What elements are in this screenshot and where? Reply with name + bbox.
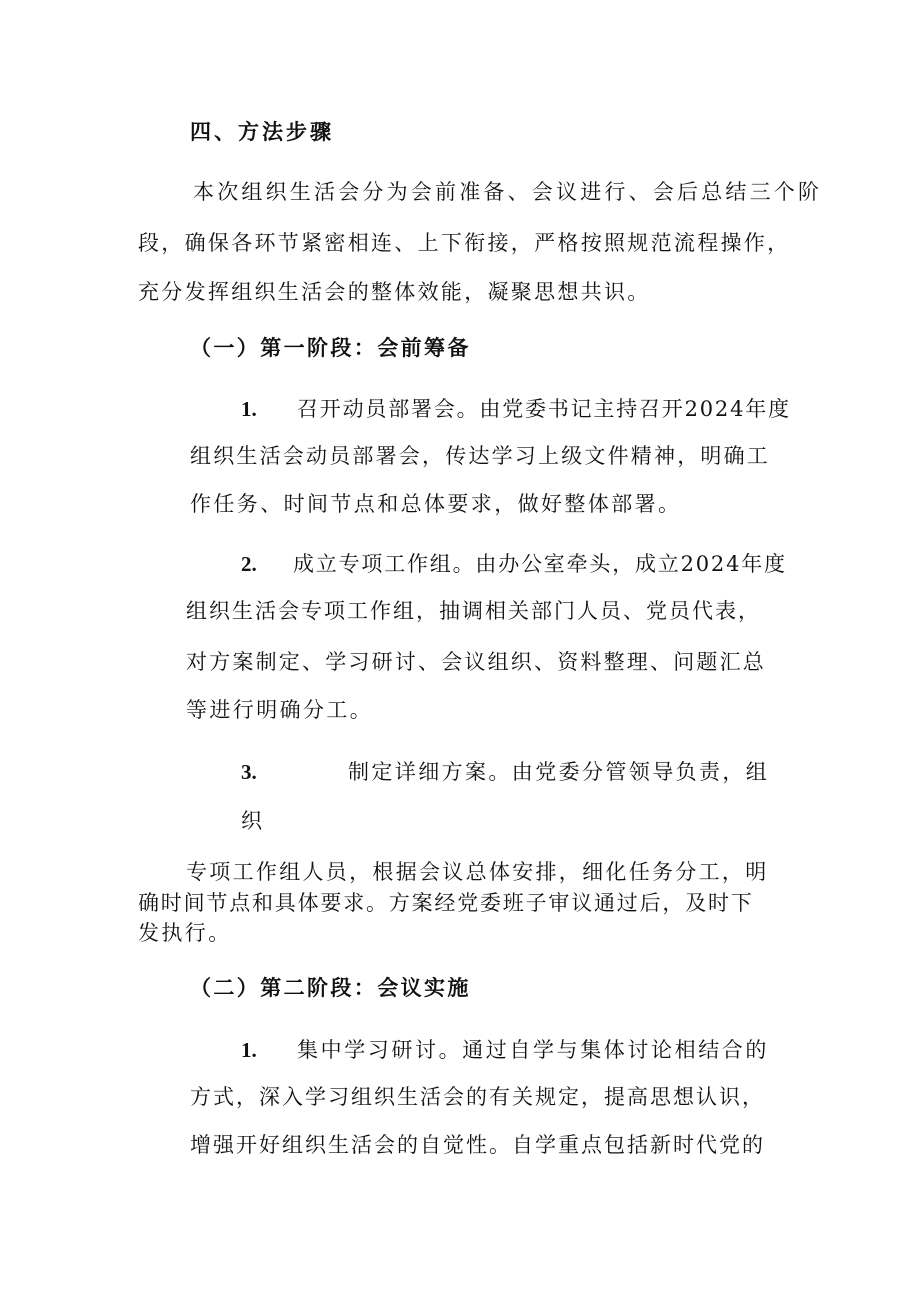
stage2-item1-number: 1.: [241, 1038, 257, 1062]
intro-line-2: 段，确保各环节紧密相连、上下衔接，严格按照规范流程操作，: [138, 231, 791, 255]
stage1-item1-number: 1.: [241, 397, 257, 421]
stage1-item3-line-5: 发执行。: [138, 921, 232, 945]
intro-line-3: 充分发挥组织生活会的整体效能，凝聚思想共识。: [138, 280, 651, 304]
stage1-item3-line-3: 专项工作组人员，根据会议总体安排，细化任务分工，明: [186, 860, 769, 884]
stage1-item2-line-1: 成立专项工作组。由办公室牵头，成立2024年度: [293, 552, 787, 576]
stage1-item2-line-2: 组织生活会专项工作组，抽调相关部门人员、党员代表，: [186, 599, 761, 623]
stage2-heading: （二）第二阶段：会议实施: [190, 975, 471, 1000]
stage1-item1-line-1: 召开动员部署会。由党委书记主持召开2024年度: [297, 397, 791, 421]
stage1-item1-line-2: 组织生活会动员部署会，传达学习上级文件精神，明确工: [190, 444, 770, 468]
stage1-item3-line-4: 确时间节点和具体要求。方案经党委班子审议通过后，及时下: [138, 891, 754, 915]
stage1-item1-line-3: 作任务、时间节点和总体要求，做好整体部署。: [190, 492, 682, 516]
section-heading: 四、方法步骤: [190, 119, 334, 144]
stage1-item2-number: 2.: [241, 552, 257, 576]
stage1-heading: （一）第一阶段：会前筹备: [190, 335, 471, 360]
stage1-item3-number: 3.: [241, 760, 257, 784]
stage1-item3-line-2: 织: [241, 809, 264, 833]
stage1-item3-line-1: 制定详细方案。由党委分管领导负责，组: [348, 760, 770, 784]
stage1-item2-line-4: 等进行明确分工。: [186, 698, 374, 722]
stage2-item1-line-1: 集中学习研讨。通过自学与集体讨论相结合的: [297, 1038, 769, 1062]
stage2-item1-line-3: 增强开好组织生活会的自觉性。自学重点包括新时代党的: [190, 1133, 765, 1157]
stage1-item2-line-3: 对方案制定、学习研讨、会议组织、资料整理、问题汇总: [186, 650, 766, 674]
stage2-item1-line-2: 方式，深入学习组织生活会的有关规定，提高思想认识，: [190, 1085, 765, 1109]
intro-line-1: 本次组织生活会分为会前准备、会议进行、会后总结三个阶: [193, 180, 823, 204]
